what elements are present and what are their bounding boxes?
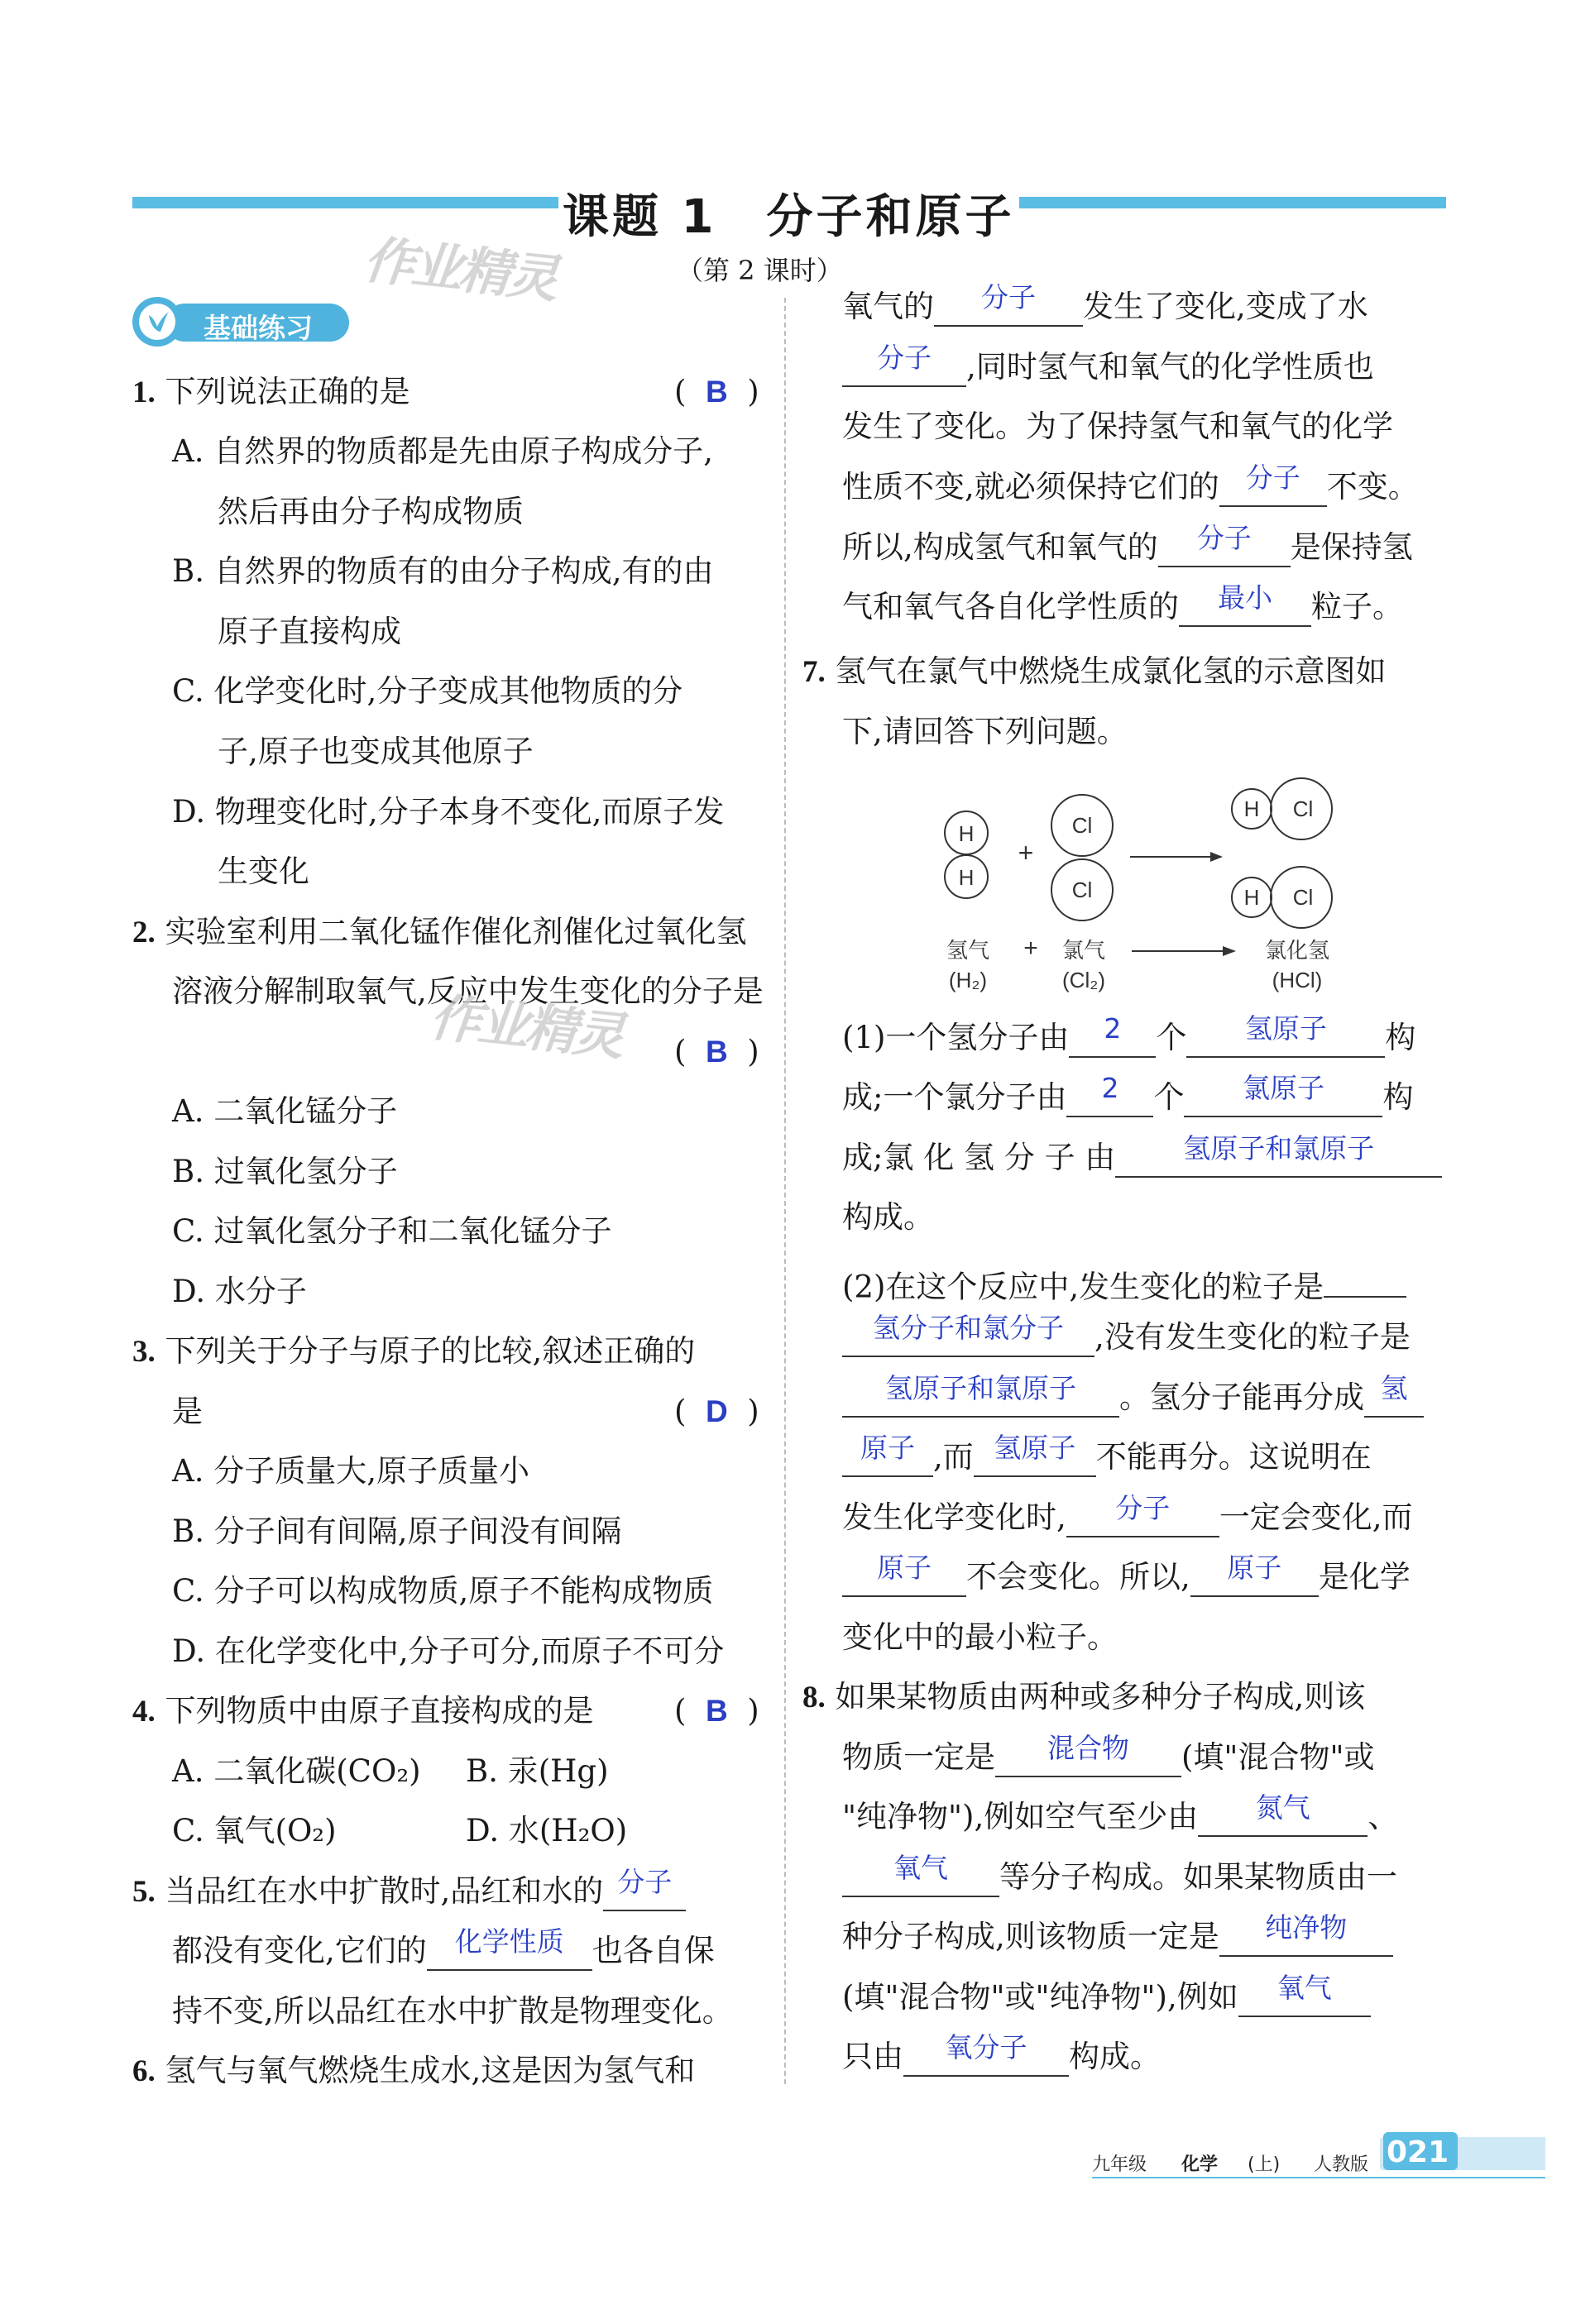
q7-line-1: 7. 氢气在氯气中燃烧生成氯化氢的示意图如 (802, 653, 1387, 689)
q7-part2-line-1: (2)在这个反应中,发生变化的粒子是 (842, 1262, 1406, 1303)
q3-answer: ( D ) (674, 1394, 759, 1429)
q7-part2-line-6: 原子 不会变化。所以, 原子 是化学 (842, 1561, 1411, 1597)
section-label: 基础练习 (204, 312, 313, 344)
q6-line-5: 性质不变,就必须保持它们的 分子 不变。 (842, 471, 1419, 507)
q1-option-a1: A. 自然界的物质都是先由原子构成分子, (172, 433, 714, 469)
q5-line-1: 5. 当品红在水中扩散时,品红和水的 分子 (132, 1876, 686, 1911)
q3-option-c: C. 分子可以构成物质,原子不能构成物质 (172, 1573, 714, 1609)
q6-blank-4: 分子 (1196, 522, 1252, 554)
atom-h-1: H (958, 821, 975, 846)
q7-blank-1: 2 (1104, 1012, 1122, 1045)
label-hydrogen: 氢气 (946, 938, 990, 963)
chlorine-molecule (1051, 795, 1113, 921)
q8-blank-6: 氧分子 (945, 2031, 1027, 2063)
formula-hcl: (HCl) (1272, 968, 1323, 992)
q7-line-2: 下,请回答下列问题。 (842, 714, 1128, 749)
atom-cl-1: Cl (1071, 813, 1093, 838)
hcl-molecule-1 (1232, 778, 1332, 839)
watermark-middle: 作业精灵 (427, 987, 625, 1067)
q4-stem: 4. 下列物质中由原子直接构成的是 (132, 1693, 594, 1729)
q5-blank-1: 分子 (617, 1866, 673, 1898)
q1-option-b1: B. 自然界的物质有的由分子构成,有的由 (172, 553, 714, 589)
q4-option-c: C. 氧气(O₂) (172, 1813, 337, 1848)
q7-part1-line-2: 成;一个氯分子由 2 个 氯原子 构 (842, 1082, 1413, 1117)
q1-option-c2: 子,原子也变成其他原子 (218, 734, 534, 769)
q7-part2-line-2: 氢分子和氯分子 ,没有发生变化的粒子是 (842, 1322, 1411, 1357)
q7-blank-9: 氢原子 (994, 1432, 1076, 1464)
q7-blank-10: 分子 (1115, 1492, 1171, 1524)
q6-line-6: 所以,构成氢气和氧气的 分子 是保持氢 (842, 532, 1413, 567)
footer-rule (1092, 2177, 1545, 2178)
title-bar-right (1019, 197, 1446, 208)
q2-stem-1: 2. 实验室利用二氧化锰作催化剂催化过氧化氢 (132, 914, 747, 949)
q6-blank-2: 分子 (877, 342, 932, 374)
atom-h-4: H (1243, 885, 1260, 910)
q7-part2-line-7: 变化中的最小粒子。 (842, 1619, 1118, 1655)
atom-cl-2: Cl (1071, 877, 1093, 902)
q7-blank-7: 氢原子和氯原子 (885, 1372, 1076, 1404)
atom-h-3: H (1243, 796, 1260, 821)
q7-blank-6: 氢分子和氯分子 (873, 1312, 1064, 1344)
formula-chlorine: (Cl₂) (1062, 968, 1105, 992)
q2-option-a: A. 二氧化锰分子 (172, 1093, 398, 1129)
q7-blank-12: 原子 (1227, 1552, 1282, 1584)
page-number: 021 (1387, 2135, 1449, 2169)
reaction-arrow-bottom (1132, 946, 1236, 956)
q8-blank-4: 纯净物 (1265, 1911, 1348, 1944)
reaction-diagram (925, 777, 1504, 1001)
q1-option-d1: D. 物理变化时,分子本身不变化,而原子发 (172, 794, 725, 830)
q8-line-7: 只由 氧分子 构成。 (842, 2041, 1161, 2077)
q6-line-3: 分子 ,同时氢气和氧气的化学性质也 (842, 351, 1374, 387)
q3-stem-2: 是 (172, 1394, 203, 1429)
formula-hydrogen: (H₂) (948, 968, 988, 992)
footer-subject: 化学 (1181, 2154, 1219, 2175)
q6-blank-1: 分子 (981, 281, 1036, 313)
q1-option-a2: 然后再由分子构成物质 (218, 494, 524, 529)
q7-blank-11: 原子 (877, 1552, 932, 1584)
footer-grade: 九年级 (1092, 2154, 1147, 2175)
reaction-arrow-top (1130, 852, 1223, 862)
atom-cl-3: Cl (1292, 796, 1314, 821)
footer-edition: 人教版 (1314, 2154, 1369, 2175)
q7-part1-line-4: 构成。 (842, 1199, 934, 1235)
q2-option-d: D. 水分子 (172, 1274, 307, 1309)
q2-answer: ( B ) (674, 1034, 759, 1069)
q8-line-6: (填"混合物"或"纯净物"),例如 氧气 (842, 1982, 1371, 2017)
q4-answer: ( B ) (674, 1693, 759, 1729)
page-title: 课题 1 分子和原子 (563, 190, 1015, 244)
title-bar-left (132, 197, 558, 208)
label-chlorine: 氯气 (1061, 938, 1106, 963)
q7-blank-2: 氢原子 (1244, 1012, 1327, 1045)
q8-blank-3: 氧气 (893, 1852, 948, 1884)
q8-line-3: "纯净物"),例如空气至少由 氮气 、 (842, 1801, 1398, 1837)
atom-cl-4: Cl (1292, 885, 1314, 910)
q7-blank-3: 2 (1101, 1072, 1119, 1104)
plus-sign-top: + (1018, 838, 1034, 868)
q6-line-1: 6. 氢气与氧气燃烧生成水,这是因为氢气和 (132, 2053, 696, 2088)
label-hcl: 氯化氢 (1264, 938, 1330, 963)
q7-blank-4: 氯原子 (1242, 1072, 1324, 1104)
hcl-molecule-2 (1232, 867, 1332, 928)
q8-blank-1: 混合物 (1047, 1732, 1129, 1764)
q6-blank-3: 分子 (1245, 461, 1300, 494)
lesson-subtitle: （第 2 课时） (677, 255, 843, 286)
q6-line-2: 氧气的 分子 发生了变化,变成了水 (842, 291, 1368, 327)
q5-line-2: 都没有变化,它们的 化学性质 也各自保 (172, 1935, 715, 1971)
q1-option-b2: 原子直接构成 (218, 614, 401, 649)
q7-blank-8a: 氢 (1380, 1372, 1408, 1404)
q8-line-5: 种分子构成,则该物质一定是 纯净物 (842, 1921, 1393, 1957)
hydrogen-molecule (945, 811, 988, 898)
watermark-top: 作业精灵 (361, 229, 558, 309)
q6-line-7: 气和氧气各自化学性质的 最小 粒子。 (842, 591, 1403, 627)
q3-option-d: D. 在化学变化中,分子可分,而原子不可分 (172, 1633, 725, 1669)
q4-option-b: B. 汞(Hg) (466, 1753, 609, 1789)
q7-blank-5: 氢原子和氯原子 (1183, 1132, 1375, 1164)
q7-part2-line-5: 发生化学变化时, 分子 一定会变化,而 (842, 1502, 1413, 1537)
q8-blank-5: 氧气 (1276, 1972, 1332, 2004)
q1-stem: 1. 下列说法正确的是 (132, 374, 410, 409)
q2-option-c: C. 过氧化氢分子和二氧化锰分子 (172, 1213, 612, 1249)
q5-blank-2: 化学性质 (454, 1925, 564, 1958)
q1-option-d2: 生变化 (218, 854, 309, 889)
q4-option-a: A. 二氧化碳(CO₂) (172, 1753, 421, 1789)
q2-option-b: B. 过氧化氢分子 (172, 1154, 398, 1189)
q7-part2-line-3: 氢原子和氯原子 。氢分子能再分成 氢 (842, 1382, 1424, 1418)
q7-part2-line-4: 原子 ,而 氢原子 不能再分。这说明在 (842, 1442, 1372, 1477)
q8-line-4: 氧气 等分子构成。如果某物质由一 (842, 1862, 1397, 1897)
q8-line-1: 8. 如果某物质由两种或多种分子构成,则该 (802, 1679, 1366, 1714)
q8-line-2: 物质一定是 混合物 (填"混合物"或 (842, 1742, 1374, 1777)
column-divider (784, 298, 786, 2084)
q6-line-4: 发生了变化。为了保持氢气和氧气的化学 (842, 409, 1393, 444)
q1-answer: ( B ) (674, 374, 759, 409)
q5-line-3: 持不变,所以品红在水中扩散是物理变化。 (172, 1993, 733, 2029)
q4-option-d: D. 水(H₂O) (466, 1813, 628, 1848)
q7-part1-line-3: 成;氯 化 氢 分 子 由 氢原子和氯原子 (842, 1142, 1442, 1178)
section-badge (132, 295, 349, 348)
footer-volume: (上) (1248, 2154, 1281, 2175)
q3-stem-1: 3. 下列关于分子与原子的比较,叙述正确的 (132, 1333, 696, 1369)
q8-blank-2: 氮气 (1255, 1791, 1310, 1824)
q7-part1-line-1: (1)一个氢分子由 2 个 氢原子 构 (842, 1022, 1415, 1058)
plus-sign-bottom: + (1023, 935, 1038, 962)
q1-option-c1: C. 化学变化时,分子变成其他物质的分 (172, 673, 683, 709)
atom-h-2: H (958, 865, 975, 890)
q6-blank-5: 最小 (1218, 581, 1272, 614)
q3-option-a: A. 分子质量大,原子质量小 (172, 1453, 530, 1489)
q3-option-b: B. 分子间有间隔,原子间没有间隔 (172, 1513, 622, 1549)
q7-blank-8b: 原子 (860, 1432, 915, 1464)
q2-stem-2: 溶液分解制取氧气,反应中发生变化的分子是 (172, 973, 764, 1009)
